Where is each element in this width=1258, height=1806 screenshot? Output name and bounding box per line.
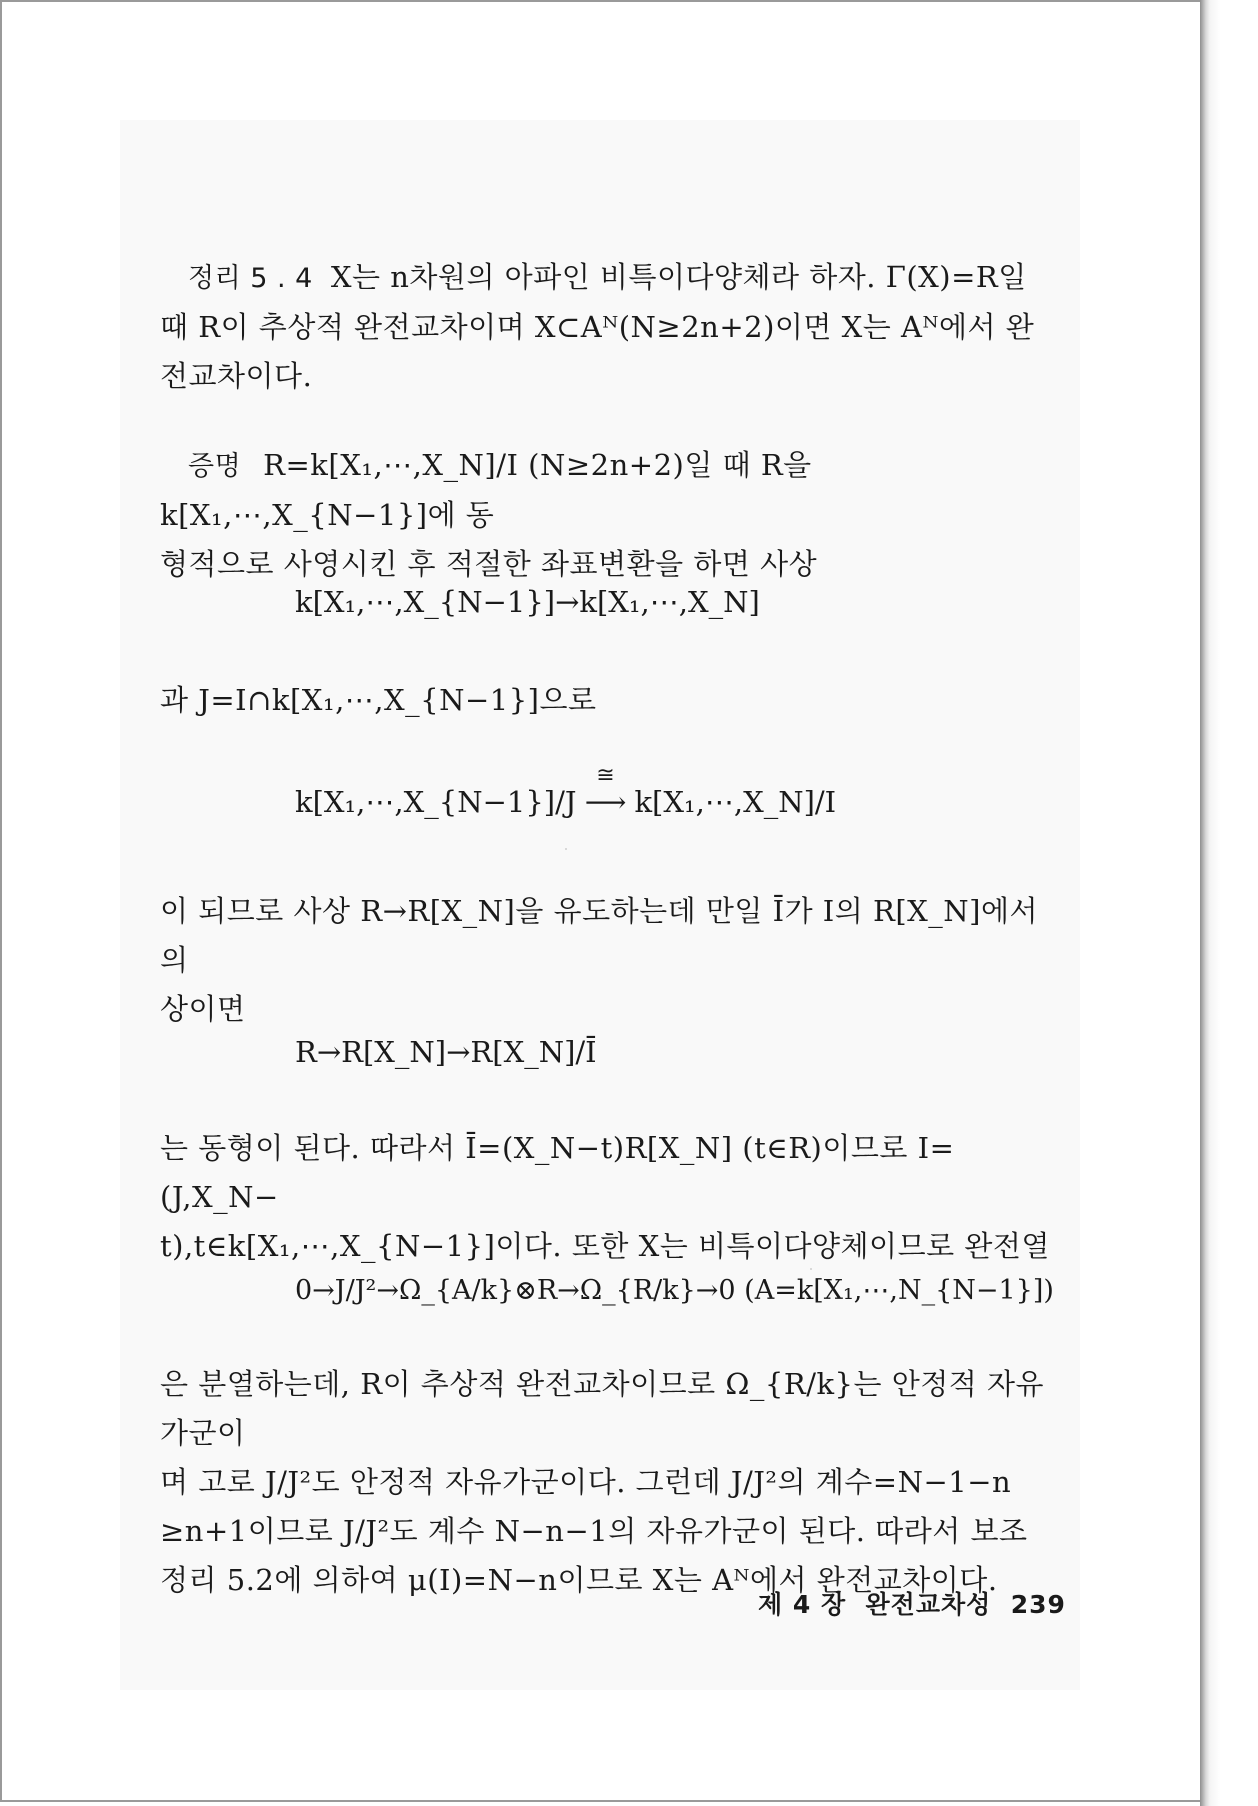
footer-title: 완전교차성 — [865, 1590, 992, 1619]
equation-3: R→R[X_N]→R[X_N]/Ī — [295, 1035, 597, 1069]
proof-label: 증명 — [188, 451, 242, 482]
text-5 — [160, 1360, 1050, 1605]
proof-paragraph — [160, 441, 1050, 589]
scan-speck — [565, 848, 567, 850]
text-5-line-1: 은 분열하는데, R이 추상적 완전교차이므로 Ω_{R/k}는 안정적 자유가군이 — [160, 1367, 1045, 1450]
scan-speck — [810, 1268, 812, 1270]
page-number: 239 — [1010, 1590, 1066, 1619]
text-3-line-2: 상이면 — [160, 992, 246, 1026]
footer-chapter: 제 4 장 — [758, 1590, 847, 1619]
text-5-line-3: ≥n+1이므로 J/J²도 계수 N−n−1의 자유가군이 된다. 따라서 보조 — [160, 1514, 1028, 1548]
equation-2-right: k[X₁,⋯,X_N]/I — [634, 785, 837, 819]
theorem-line-2: 때 R이 추상적 완전교차이며 X⊂Aᴺ(N≥2n+2)이면 X는 Aᴺ에서 완 — [160, 310, 1035, 344]
theorem-line-1: X는 n차원의 아파인 비특이다양체라 하자. Γ(X)=R일 — [330, 260, 1027, 294]
equation-2 — [295, 763, 837, 819]
text-2: 과 J=I∩k[X₁,⋯,X_{N−1}]으로 — [160, 683, 597, 717]
isomorphism-arrow: ≅ ⟶ — [576, 785, 634, 819]
running-footer — [758, 1585, 1066, 1621]
text-4-line-1: 는 동형이 된다. 따라서 Ī=(X_N−t)R[X_N] (t∈R)이므로 I=(J,X_N− — [160, 1131, 955, 1214]
equation-4: 0→J/J²→Ω_{A/k}⊗R→Ω_{R/k}→0 (A=k[X₁,⋯,N_{N−1}]) — [295, 1275, 1054, 1306]
equation-2-left: k[X₁,⋯,X_{N−1}]/J — [295, 785, 577, 819]
theorem-line-3: 전교차이다. — [160, 359, 313, 393]
page-right-edge — [1200, 0, 1258, 1806]
isomorphism-symbol: ≅ — [596, 763, 615, 788]
text-4-line-2: t),t∈k[X₁,⋯,X_{N−1}]이다. 또한 X는 비특이다양체이므로 완전열 — [160, 1229, 1050, 1263]
text-5-line-2: 며 고로 J/J²도 안정적 자유가군이다. 그런데 J/J²의 계수=N−1−n — [160, 1465, 1012, 1499]
equation-1: k[X₁,⋯,X_{N−1}]→k[X₁,⋯,X_N] — [295, 585, 760, 619]
theorem-paragraph — [160, 253, 1050, 401]
text-3 — [160, 887, 1050, 1034]
text-3-line-1: 이 되므로 사상 R→R[X_N]을 유도하는데 만일 Ī가 I의 R[X_N]에서의 — [160, 894, 1039, 977]
text-4 — [160, 1124, 1050, 1271]
proof-line-1: R=k[X₁,⋯,X_N]/I (N≥2n+2)일 때 R을 k[X₁,⋯,X_{N−1}]에 동 — [160, 448, 812, 532]
text-5-line-4: 정리 5.2에 의하여 μ(I)=N−n이므로 X는 Aᴺ에서 완전교차이다. — [160, 1563, 998, 1597]
proof-line-2: 형적으로 사영시킨 후 적절한 좌표변환을 하면 사상 — [160, 547, 818, 581]
theorem-label: 정리 5 . 4 — [188, 263, 313, 294]
